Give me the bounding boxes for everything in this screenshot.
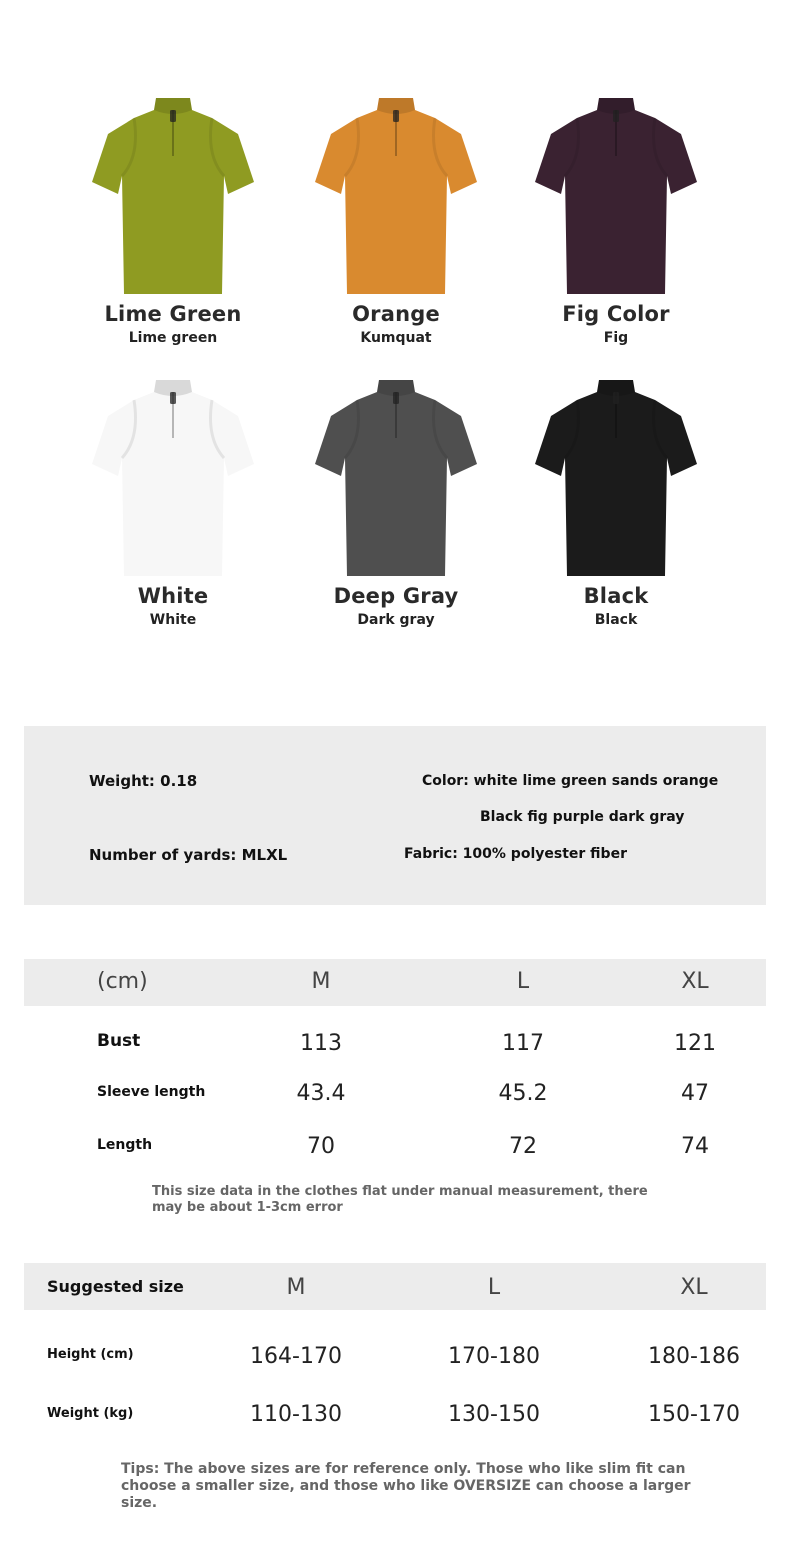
suggest-col-l: L (487, 1275, 501, 1300)
orange-shirt-image (311, 96, 481, 296)
weight-l: 130-150 (448, 1402, 540, 1427)
swatch-title: Deep Gray (333, 584, 459, 608)
swatch-orange[interactable] (281, 96, 511, 346)
swatch-title: Lime Green (104, 302, 242, 326)
sleeve-xl: 47 (681, 1081, 709, 1106)
size-tips: Tips: The above sizes are for reference only. Those who like slim fit can choose a smaller size, and those who like OVERSIZE can choose a larger size. (121, 1461, 691, 1511)
length-l: 72 (509, 1134, 537, 1159)
size-col-m: M (311, 969, 331, 994)
color-info-line1: Color: white lime green sands orange (422, 773, 719, 789)
length-m: 70 (307, 1134, 335, 1159)
row-label-weight: Weight (kg) (47, 1406, 134, 1421)
swatch-title: White (137, 584, 209, 608)
white-shirt-image (88, 378, 258, 578)
fig-shirt-image (531, 96, 701, 296)
suggest-col-m: M (286, 1275, 306, 1300)
height-l: 170-180 (448, 1344, 540, 1369)
bust-l: 117 (502, 1031, 544, 1056)
weight-xl: 150-170 (648, 1402, 740, 1427)
swatch-fig[interactable] (501, 96, 731, 346)
lime-green-shirt-image (88, 96, 258, 296)
sleeve-l: 45.2 (498, 1081, 548, 1106)
sizes-info: Number of yards: MLXL (89, 846, 288, 864)
swatch-lime-green[interactable] (58, 96, 288, 346)
swatch-title: Black (583, 584, 649, 608)
height-m: 164-170 (250, 1344, 342, 1369)
swatch-black[interactable] (501, 378, 731, 628)
row-label-height: Height (cm) (47, 1347, 134, 1362)
fabric-info: Fabric: 100% polyester fiber (404, 846, 627, 862)
sleeve-m: 43.4 (296, 1081, 346, 1106)
row-label-length: Length (97, 1137, 153, 1153)
deep-gray-shirt-image (311, 378, 481, 578)
swatch-subtitle: Black (594, 612, 638, 628)
measurement-note: This size data in the clothes flat under manual measurement, there may be about 1-3cm error (152, 1184, 648, 1215)
swatch-subtitle: Fig (603, 330, 629, 346)
black-shirt-image (531, 378, 701, 578)
suggest-col-xl: XL (680, 1275, 708, 1300)
color-info-line2: Black fig purple dark gray (480, 809, 685, 825)
length-xl: 74 (681, 1134, 709, 1159)
bust-xl: 121 (674, 1031, 716, 1056)
suggest-table-title: Suggested size (47, 1277, 184, 1296)
swatch-title: Orange (352, 302, 440, 326)
size-table-unit: (cm) (97, 969, 148, 994)
swatch-subtitle: Kumquat (360, 330, 432, 346)
swatch-subtitle: Lime green (128, 330, 218, 346)
row-label-sleeve: Sleeve length (97, 1084, 206, 1100)
swatch-deep-gray[interactable] (281, 378, 511, 628)
weight-info: Weight: 0.18 (89, 772, 198, 790)
height-xl: 180-186 (648, 1344, 740, 1369)
weight-m: 110-130 (250, 1402, 342, 1427)
size-col-l: L (516, 969, 530, 994)
swatch-white[interactable] (58, 378, 288, 628)
row-label-bust: Bust (97, 1031, 141, 1051)
swatch-title: Fig Color (562, 302, 670, 326)
swatch-subtitle: White (149, 612, 197, 628)
size-col-xl: XL (681, 969, 709, 994)
swatch-subtitle: Dark gray (357, 612, 435, 628)
bust-m: 113 (300, 1031, 342, 1056)
